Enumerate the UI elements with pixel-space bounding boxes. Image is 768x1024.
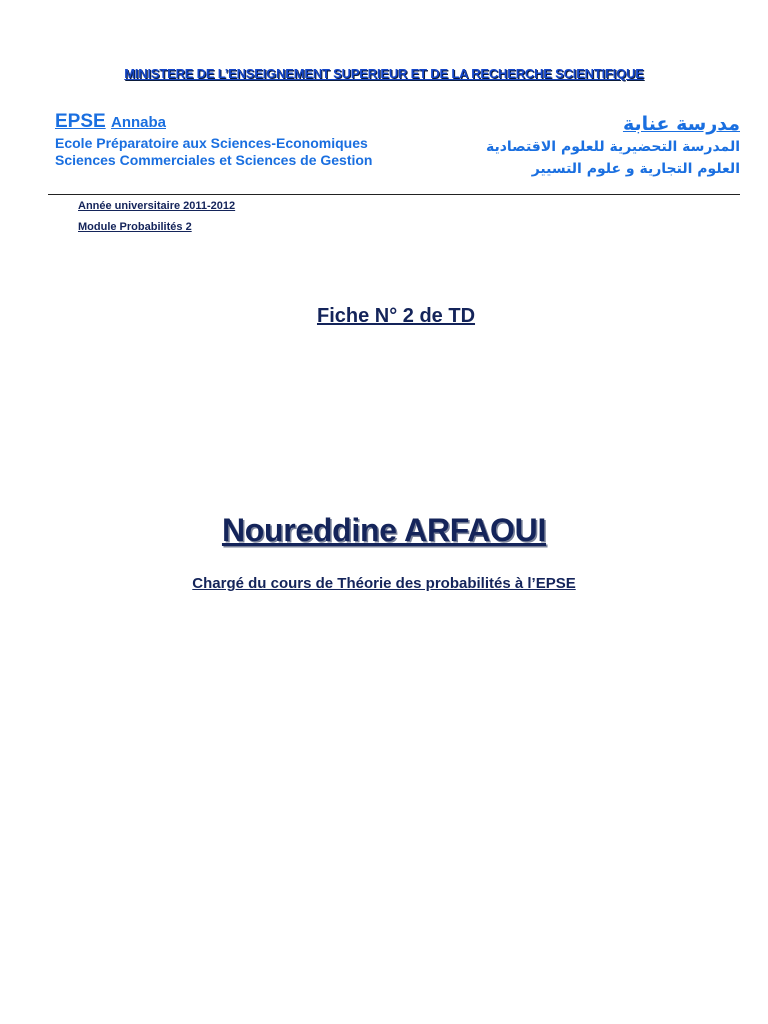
school-name-arabic-line-2: العلوم التجارية و علوم التسيير	[531, 161, 740, 177]
school-name-french	[55, 110, 435, 169]
author-role: Chargé du cours de Théorie des probabilités à l’EPSE	[192, 575, 576, 592]
author-name: Noureddine ARFAOUI	[221, 512, 547, 548]
school-title-arabic: مدرسة عنابة	[622, 113, 740, 135]
document-title: Fiche N° 2 de TD	[316, 305, 476, 327]
header-divider	[48, 194, 740, 195]
school-acronym: EPSE	[55, 111, 106, 132]
ministry-heading: MINISTERE DE L’ENSEIGNEMENT SUPERIEUR ET DE LA RECHERCHE SCIENTIFIQUE	[124, 66, 644, 81]
module-name: Module Probabilités 2	[78, 221, 192, 233]
school-name-arabic-line-1: المدرسة التحضيرية للعلوم الاقتصادية	[485, 139, 740, 155]
school-name-line-2: Sciences Commerciales et Sciences de Gestion	[55, 152, 373, 168]
school-acronym-line	[55, 110, 435, 135]
school-city: Annaba	[110, 114, 166, 131]
school-name-arabic	[410, 112, 740, 180]
school-name-line-1: Ecole Préparatoire aux Sciences-Economiques	[55, 135, 368, 151]
academic-year: Année universitaire 2011-2012	[78, 200, 236, 212]
